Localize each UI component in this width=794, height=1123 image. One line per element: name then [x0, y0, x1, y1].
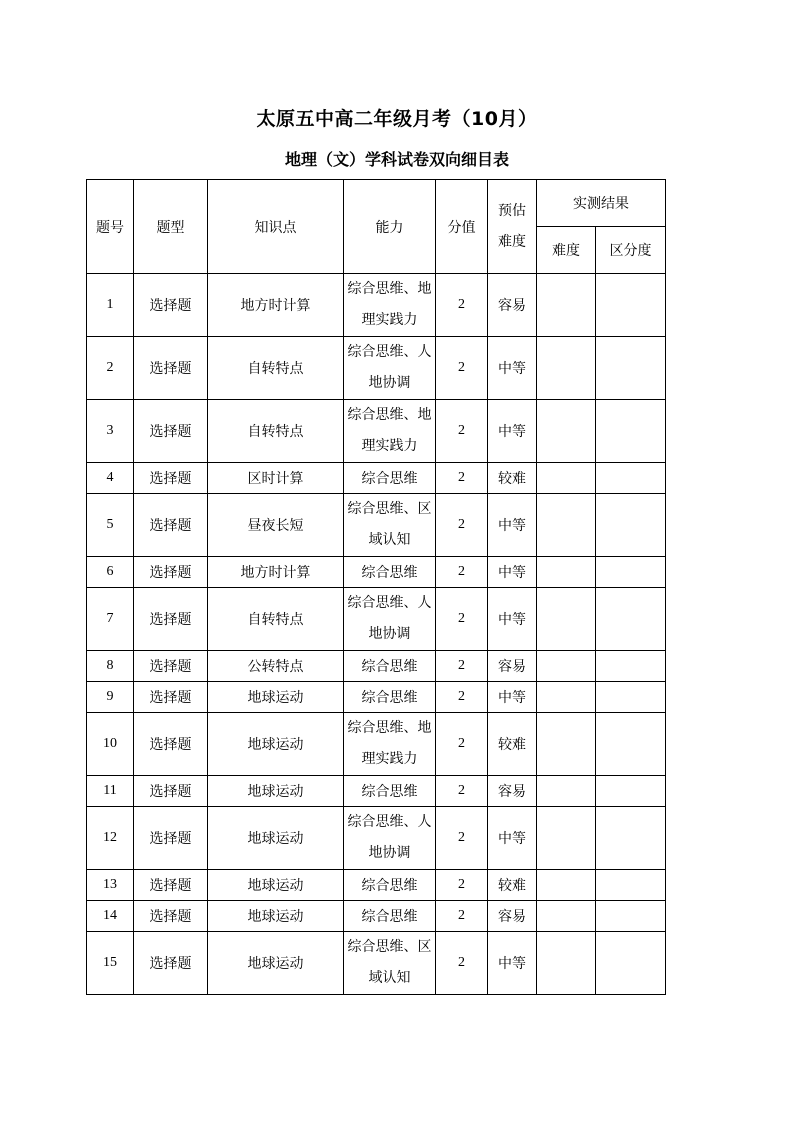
cell-measured-discrimination: [596, 463, 666, 494]
cell-difficulty: 中等: [488, 588, 537, 651]
cell-knowledge: 公转特点: [208, 651, 344, 682]
cell-difficulty: 较难: [488, 713, 537, 776]
cell-number: 12: [87, 807, 134, 870]
cell-knowledge: 地方时计算: [208, 557, 344, 588]
cell-difficulty: 较难: [488, 870, 537, 901]
cell-number: 11: [87, 776, 134, 807]
cell-measured-difficulty: [537, 651, 596, 682]
header-number: 题号: [87, 180, 134, 274]
cell-ability: 综合思维、地理实践力: [344, 400, 436, 463]
cell-difficulty: 容易: [488, 651, 537, 682]
cell-type: 选择题: [134, 713, 208, 776]
table-row: [87, 494, 666, 557]
cell-score: 2: [436, 400, 488, 463]
cell-measured-discrimination: [596, 932, 666, 995]
cell-number: 7: [87, 588, 134, 651]
cell-measured-discrimination: [596, 901, 666, 932]
table-row: [87, 557, 666, 588]
cell-type: 选择题: [134, 337, 208, 400]
cell-number: 8: [87, 651, 134, 682]
cell-measured-difficulty: [537, 463, 596, 494]
cell-ability: 综合思维: [344, 463, 436, 494]
table-row: [87, 807, 666, 870]
cell-measured-discrimination: [596, 557, 666, 588]
cell-ability: 综合思维、人地协调: [344, 807, 436, 870]
cell-number: 5: [87, 494, 134, 557]
header-measured-discrimination: 区分度: [596, 227, 666, 274]
cell-number: 6: [87, 557, 134, 588]
cell-difficulty: 较难: [488, 463, 537, 494]
table-row: [87, 713, 666, 776]
header-estimated-line1: 预估: [498, 202, 526, 219]
cell-measured-difficulty: [537, 557, 596, 588]
cell-number: 2: [87, 337, 134, 400]
header-measured-difficulty: 难度: [537, 227, 596, 274]
table-row: [87, 901, 666, 932]
cell-measured-discrimination: [596, 337, 666, 400]
cell-ability: 综合思维: [344, 776, 436, 807]
cell-measured-difficulty: [537, 807, 596, 870]
cell-difficulty: 中等: [488, 932, 537, 995]
cell-difficulty: 中等: [488, 682, 537, 713]
cell-measured-discrimination: [596, 682, 666, 713]
header-knowledge: 知识点: [208, 180, 344, 274]
cell-number: 9: [87, 682, 134, 713]
cell-knowledge: 昼夜长短: [208, 494, 344, 557]
cell-ability: 综合思维: [344, 682, 436, 713]
cell-knowledge: 地球运动: [208, 932, 344, 995]
cell-type: 选择题: [134, 494, 208, 557]
cell-measured-discrimination: [596, 713, 666, 776]
cell-measured-difficulty: [537, 932, 596, 995]
header-score: 分值: [436, 180, 488, 274]
header-estimated-difficulty: [488, 180, 537, 274]
cell-measured-discrimination: [596, 588, 666, 651]
cell-ability: 综合思维、地理实践力: [344, 274, 436, 337]
header-ability: 能力: [344, 180, 436, 274]
cell-number: 13: [87, 870, 134, 901]
cell-score: 2: [436, 651, 488, 682]
cell-measured-discrimination: [596, 776, 666, 807]
table-body: [87, 274, 666, 995]
cell-score: 2: [436, 807, 488, 870]
cell-number: 3: [87, 400, 134, 463]
cell-measured-difficulty: [537, 870, 596, 901]
cell-measured-difficulty: [537, 494, 596, 557]
cell-type: 选择题: [134, 400, 208, 463]
cell-difficulty: 中等: [488, 494, 537, 557]
header-type: 题型: [134, 180, 208, 274]
cell-ability: 综合思维、人地协调: [344, 588, 436, 651]
header-measured: 实测结果: [537, 180, 666, 227]
cell-difficulty: 中等: [488, 557, 537, 588]
cell-score: 2: [436, 494, 488, 557]
cell-type: 选择题: [134, 651, 208, 682]
cell-number: 1: [87, 274, 134, 337]
page-title: 太原五中高二年级月考（10月）: [256, 108, 538, 130]
cell-measured-difficulty: [537, 682, 596, 713]
cell-measured-difficulty: [537, 274, 596, 337]
cell-type: 选择题: [134, 274, 208, 337]
cell-number: 4: [87, 463, 134, 494]
cell-ability: 综合思维: [344, 901, 436, 932]
table-row: [87, 651, 666, 682]
cell-type: 选择题: [134, 901, 208, 932]
cell-score: 2: [436, 713, 488, 776]
cell-score: 2: [436, 463, 488, 494]
cell-number: 10: [87, 713, 134, 776]
cell-ability: 综合思维、人地协调: [344, 337, 436, 400]
cell-measured-difficulty: [537, 400, 596, 463]
cell-ability: 综合思维、地理实践力: [344, 713, 436, 776]
cell-difficulty: 中等: [488, 400, 537, 463]
cell-knowledge: 地球运动: [208, 776, 344, 807]
cell-score: 2: [436, 776, 488, 807]
cell-type: 选择题: [134, 682, 208, 713]
page-subtitle: 地理（文）学科试卷双向细目表: [284, 150, 509, 169]
cell-difficulty: 容易: [488, 901, 537, 932]
cell-knowledge: 地球运动: [208, 682, 344, 713]
cell-score: 2: [436, 682, 488, 713]
cell-measured-difficulty: [537, 901, 596, 932]
cell-number: 15: [87, 932, 134, 995]
cell-measured-discrimination: [596, 870, 666, 901]
cell-measured-difficulty: [537, 337, 596, 400]
table-row: [87, 932, 666, 995]
cell-ability: 综合思维: [344, 870, 436, 901]
table-row: [87, 870, 666, 901]
cell-type: 选择题: [134, 776, 208, 807]
cell-score: 2: [436, 274, 488, 337]
cell-knowledge: 地球运动: [208, 901, 344, 932]
table-row: [87, 682, 666, 713]
cell-knowledge: 地球运动: [208, 807, 344, 870]
cell-difficulty: 容易: [488, 274, 537, 337]
cell-knowledge: 自转特点: [208, 400, 344, 463]
cell-measured-difficulty: [537, 588, 596, 651]
cell-score: 2: [436, 901, 488, 932]
cell-score: 2: [436, 870, 488, 901]
cell-type: 选择题: [134, 557, 208, 588]
cell-ability: 综合思维、区域认知: [344, 494, 436, 557]
table-row: [87, 463, 666, 494]
header-estimated-line2: 难度: [498, 233, 526, 250]
cell-type: 选择题: [134, 932, 208, 995]
cell-score: 2: [436, 337, 488, 400]
cell-score: 2: [436, 588, 488, 651]
cell-difficulty: 容易: [488, 776, 537, 807]
table-row: [87, 588, 666, 651]
cell-knowledge: 地球运动: [208, 870, 344, 901]
cell-knowledge: 区时计算: [208, 463, 344, 494]
cell-difficulty: 中等: [488, 337, 537, 400]
cell-score: 2: [436, 557, 488, 588]
cell-measured-discrimination: [596, 274, 666, 337]
cell-measured-discrimination: [596, 807, 666, 870]
cell-type: 选择题: [134, 807, 208, 870]
cell-type: 选择题: [134, 463, 208, 494]
spec-table: [86, 179, 666, 995]
cell-ability: 综合思维: [344, 557, 436, 588]
table-row: [87, 776, 666, 807]
cell-measured-difficulty: [537, 776, 596, 807]
table-row: [87, 274, 666, 337]
cell-ability: 综合思维: [344, 651, 436, 682]
cell-measured-discrimination: [596, 494, 666, 557]
cell-knowledge: 自转特点: [208, 337, 344, 400]
cell-measured-difficulty: [537, 713, 596, 776]
table-row: [87, 400, 666, 463]
cell-knowledge: 地球运动: [208, 713, 344, 776]
cell-knowledge: 地方时计算: [208, 274, 344, 337]
cell-measured-discrimination: [596, 651, 666, 682]
cell-number: 14: [87, 901, 134, 932]
cell-ability: 综合思维、区域认知: [344, 932, 436, 995]
cell-type: 选择题: [134, 588, 208, 651]
cell-knowledge: 自转特点: [208, 588, 344, 651]
table-row: [87, 337, 666, 400]
cell-score: 2: [436, 932, 488, 995]
cell-type: 选择题: [134, 870, 208, 901]
cell-measured-discrimination: [596, 400, 666, 463]
cell-difficulty: 中等: [488, 807, 537, 870]
